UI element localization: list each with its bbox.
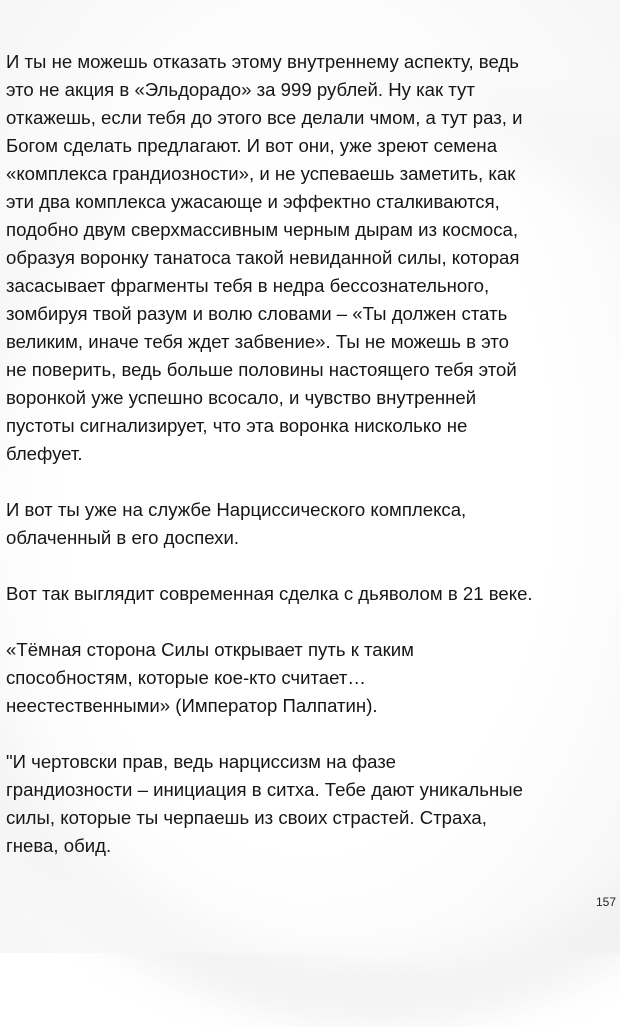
page-body (0, 48, 620, 888)
paragraph: "И чертовски прав, ведь нарциссизм на фазе грандиозности – инициация в ситха. Тебе дают уникальные силы, которые ты черпаешь из своих страстей. Страха, гнева, обид. (6, 751, 523, 856)
paragraph: И вот ты уже на службе Нарциссического комплекса, облаченный в его доспехи. (6, 499, 467, 548)
page-number: 157 (595, 895, 616, 909)
paragraph: Вот так выглядит современная сделка с дьяволом в 21 веке. (6, 583, 533, 604)
paragraph: И ты не можешь отказать этому внутреннему аспекту, ведь это не акция в «Эльдорадо» за 999 рублей. Ну как тут откажешь, если тебя до этого все делали чмом, а тут раз, и Богом сделать предлагают. И вот они, уже зреют семена «комплекса грандиозности», и не успеваешь заметить, как эти два комплекса ужасающе и эффектно сталкиваются, подобно двум сверхмассивным черным дырам из космоса, образуя воронку танатоса такой невиданной силы, которая засасывает фрагменты тебя в недра бессознательного, зомбируя твой разум и волю словами – «Ты должен стать великим, иначе тебя ждет забвение». Ты не можешь в это не поверить, ведь больше половины настоящего тебя этой воронкой уже успешно всосало, и чувство внутренней пустоты сигнализирует, что эта воронка нисколько не блефует. (6, 51, 523, 464)
paragraph: «Тёмная сторона Силы открывает путь к таким способностям, которые кое-кто считает… неестественными» (Император Палпатин). (6, 639, 414, 716)
